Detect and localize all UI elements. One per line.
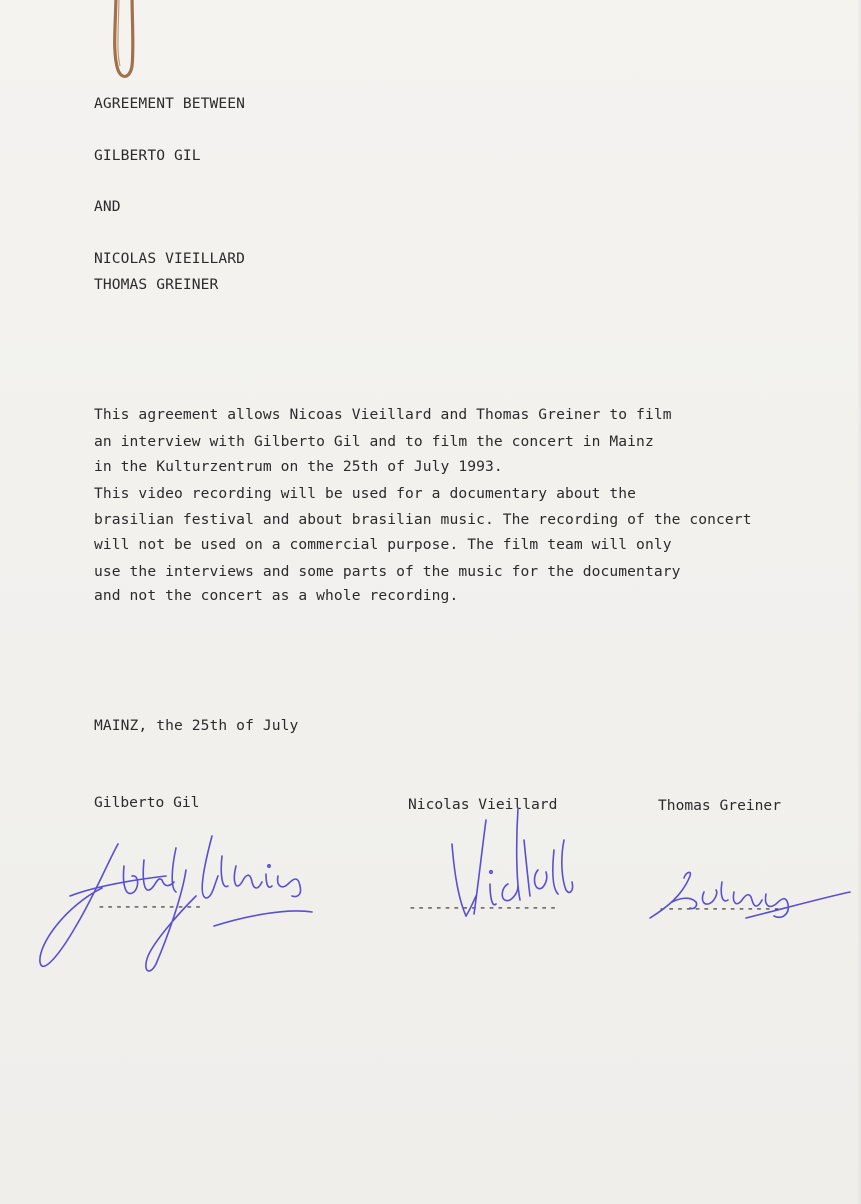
- header-party-gil: GILBERTO GIL: [94, 147, 201, 164]
- signatory-name-greiner: Thomas Greiner: [658, 797, 782, 814]
- body-line: use the interviews and some parts of the music for the documentary: [94, 563, 681, 580]
- body-line: will not be used on a commercial purpose. The film team will only: [94, 536, 672, 553]
- signature-vieillard: [446, 800, 586, 925]
- signature-line-vieillard: -----------------: [408, 899, 558, 916]
- body-line: This agreement allows Nicoas Vieillard and Thomas Greiner to film: [94, 406, 672, 423]
- body-line: This video recording will be used for a documentary about the: [94, 485, 637, 502]
- place-date: MAINZ, the 25th of July: [94, 717, 299, 734]
- header-agreement-between: AGREEMENT BETWEEN: [94, 95, 246, 112]
- header-and: AND: [94, 198, 121, 215]
- signature-gil: [36, 826, 316, 981]
- string-tie-icon: [108, 0, 138, 88]
- body-line: in the Kulturzentrum on the 25th of July 1993.: [94, 458, 503, 475]
- body-line: an interview with Gilberto Gil and to film the concert in Mainz: [94, 433, 654, 450]
- signatory-name-gil: Gilberto Gil: [94, 794, 200, 811]
- signature-greiner: [646, 862, 856, 927]
- body-line: brasilian festival and about brasilian music. The recording of the concert: [94, 511, 752, 528]
- page-edge-shadow: [857, 0, 861, 1204]
- signature-line-gil: ------------: [97, 898, 203, 915]
- signatory-name-vieillard: Nicolas Vieillard: [408, 796, 558, 813]
- header-party-greiner: THOMAS GREINER: [94, 276, 219, 293]
- body-line: and not the concert as a whole recording.: [94, 587, 459, 604]
- header-party-vieillard: NICOLAS VIEILLARD: [94, 250, 246, 267]
- signature-line-greiner: --------------: [658, 900, 782, 917]
